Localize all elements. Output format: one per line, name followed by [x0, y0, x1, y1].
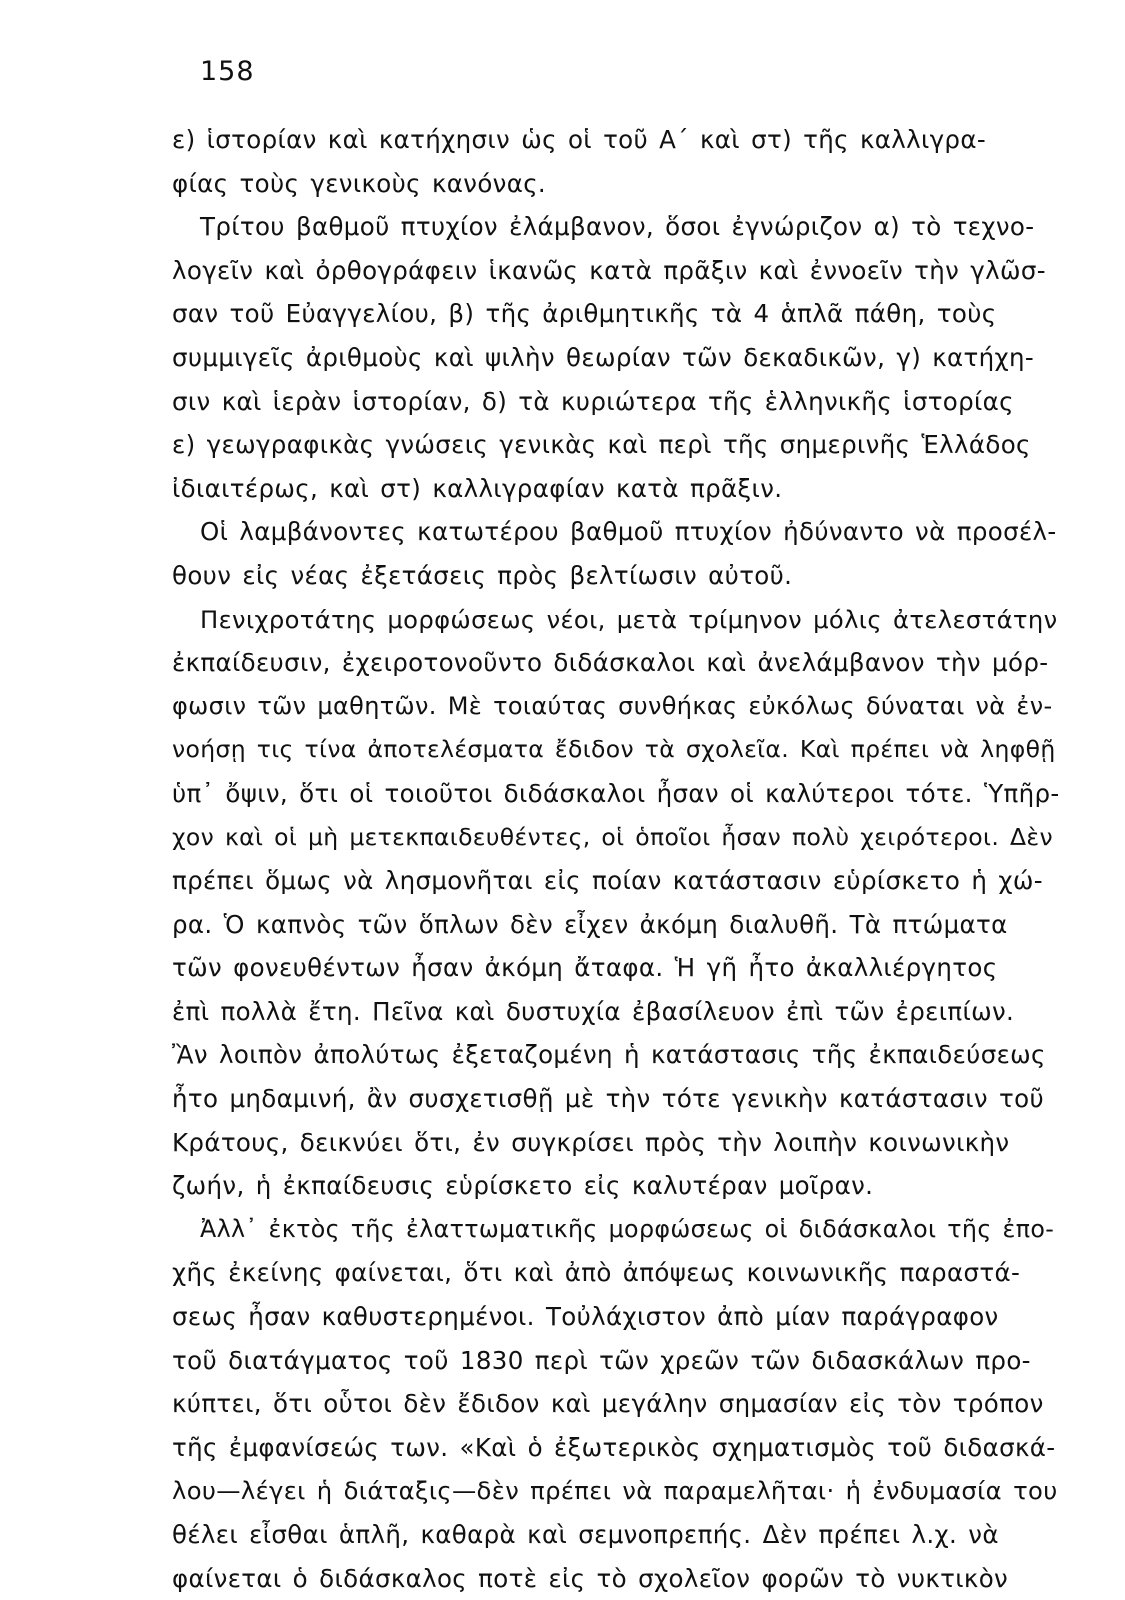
text-line: σιν καὶ ἱερὰν ἱστορίαν, δ) τὰ κυριώτερα τῆς ἑλληνικῆς ἱστορίας [172, 386, 1014, 416]
text-line: Τρίτου βαθμοῦ πτυχίον ἐλάμβανον, ὅσοι ἐγνώριζον α) τὸ τεχνο- [200, 212, 1035, 242]
text-line: συμμιγεῖς ἀριθμοὺς καὶ ψιλὴν θεωρίαν τῶν δεκαδικῶν, γ) κατήχη- [172, 342, 1035, 372]
text-line: σεως ἦσαν καθυστερημένοι. Τοὐλάχιστον ἀπὸ μίαν παράγραφον [172, 1302, 999, 1332]
text-line: Ἀλλ᾿ ἐκτὸς τῆς ἐλαττωματικῆς μορφώσεως οἱ διδάσκαλοι τῆς ἐπο- [200, 1214, 1055, 1243]
text-line: φαίνεται ὁ διδάσκαλος ποτὲ εἰς τὸ σχολεῖον φορῶν τὸ νυκτικὸν [172, 1563, 1009, 1593]
text-line: ζωήν, ἡ ἐκπαίδευσις εὑρίσκετο εἰς καλυτέραν μοῖραν. [172, 1171, 874, 1201]
text-line: ρα. Ὁ καπνὸς τῶν ὅπλων δὲν εἶχεν ἀκόμη διαλυθῆ. Τὰ πτώματα [172, 909, 1008, 939]
text-line: χον καὶ οἱ μὴ μετεκπαιδευθέντες, οἱ ὁποῖοι ἦσαν πολὺ χειρότεροι. Δὲν [172, 822, 1053, 851]
text-line: νοήσῃ τις τίνα ἀποτελέσματα ἔδιδον τὰ σχολεῖα. Καὶ πρέπει νὰ ληφθῇ [172, 735, 1056, 764]
text-line: ἐπὶ πολλὰ ἔτη. Πεῖνα καὶ δυστυχία ἐβασίλευον ἐπὶ τῶν ἐρειπίων. [172, 996, 1015, 1026]
text-line: λου—λέγει ἡ διάταξις—δὲν πρέπει νὰ παραμελῆται· ἡ ἐνδυμασία του [172, 1476, 1058, 1506]
text-line: θέλει εἶσθαι ἁπλῆ, καθαρὰ καὶ σεμνοπρεπής. Δὲν πρέπει λ.χ. νὰ [172, 1520, 999, 1549]
text-line: Πενιχροτάτης μορφώσεως νέοι, μετὰ τρίμηνον μόλις ἀτελεστάτην [200, 604, 1058, 634]
text-line: θουν εἰς νέας ἐξετάσεις πρὸς βελτίωσιν αὐτοῦ. [172, 560, 793, 590]
page-number: 158 [200, 56, 255, 87]
text-line: ἦτο μηδαμινή, ἂν συσχετισθῇ μὲ τὴν τότε γενικὴν κατάστασιν τοῦ [172, 1084, 1044, 1114]
text-line: φωσιν τῶν μαθητῶν. Μὲ τοιαύτας συνθήκας εὐκόλως δύναται νὰ ἐν- [172, 691, 1053, 720]
text-line: ἐκπαίδευσιν, ἐχειροτονοῦντο διδάσκαλοι καὶ ἀνελάμβανον τὴν μόρ- [172, 648, 1049, 678]
body-text [172, 118, 1060, 1600]
text-line: τῆς ἐμφανίσεώς των. «Καὶ ὁ ἐξωτερικὸς σχηματισμὸς τοῦ διδασκά- [172, 1432, 1056, 1462]
text-line: τοῦ διατάγματος τοῦ 1830 περὶ τῶν χρεῶν τῶν διδασκάλων προ- [172, 1345, 1031, 1375]
text-line: ε) γεωγραφικὰς γνώσεις γενικὰς καὶ περὶ τῆς σημερινῆς Ἑλλάδος [172, 430, 1031, 460]
text-line: σαν τοῦ Εὐαγγελίου, β) τῆς ἀριθμητικῆς τὰ 4 ἁπλᾶ πάθη, τοὺς [172, 299, 997, 329]
text-line: πρέπει ὅμως νὰ λησμονῆται εἰς ποίαν κατάστασιν εὑρίσκετο ἡ χώ- [172, 866, 1043, 896]
text-line: κύπτει, ὅτι οὗτοι δὲν ἔδιδον καὶ μεγάλην σημασίαν εἰς τὸν τρόπον [172, 1389, 1044, 1419]
text-line: Οἱ λαμβάνοντες κατωτέρου βαθμοῦ πτυχίον ἠδύναντο νὰ προσέλ- [200, 517, 1057, 547]
text-line: λογεῖν καὶ ὀρθογράφειν ἱκανῶς κατὰ πρᾶξιν καὶ ἐννοεῖν τὴν γλῶσ- [172, 255, 1046, 285]
text-line: Κράτους, δεικνύει ὅτι, ἐν συγκρίσει πρὸς τὴν λοιπὴν κοινωνικὴν [172, 1127, 1010, 1157]
text-line: Ἂν λοιπὸν ἀπολύτως ἐξεταζομένη ἡ κατάστασις τῆς ἐκπαιδεύσεως [172, 1040, 1046, 1070]
text-line: τῶν φονευθέντων ἦσαν ἀκόμη ἄταφα. Ἡ γῆ ἦτο ἀκαλλιέργητος [172, 953, 998, 983]
text-line: φίας τοὺς γενικοὺς κανόνας. [172, 168, 547, 198]
text-line: χῆς ἐκείνης φαίνεται, ὅτι καὶ ἀπὸ ἀπόψεως κοινωνικῆς παραστά- [172, 1258, 1021, 1288]
text-line: ἰδιαιτέρως, καὶ στ) καλλιγραφίαν κατὰ πρᾶξιν. [172, 473, 783, 503]
text-line: ὑπ᾿ ὄψιν, ὅτι οἱ τοιοῦτοι διδάσκαλοι ἦσαν οἱ καλύτεροι τότε. Ὑπῆρ- [172, 778, 1060, 808]
text-line: ε) ἱστορίαν καὶ κατήχησιν ὡς οἱ τοῦ Α΄ καὶ στ) τῆς καλλιγρα- [172, 125, 987, 154]
